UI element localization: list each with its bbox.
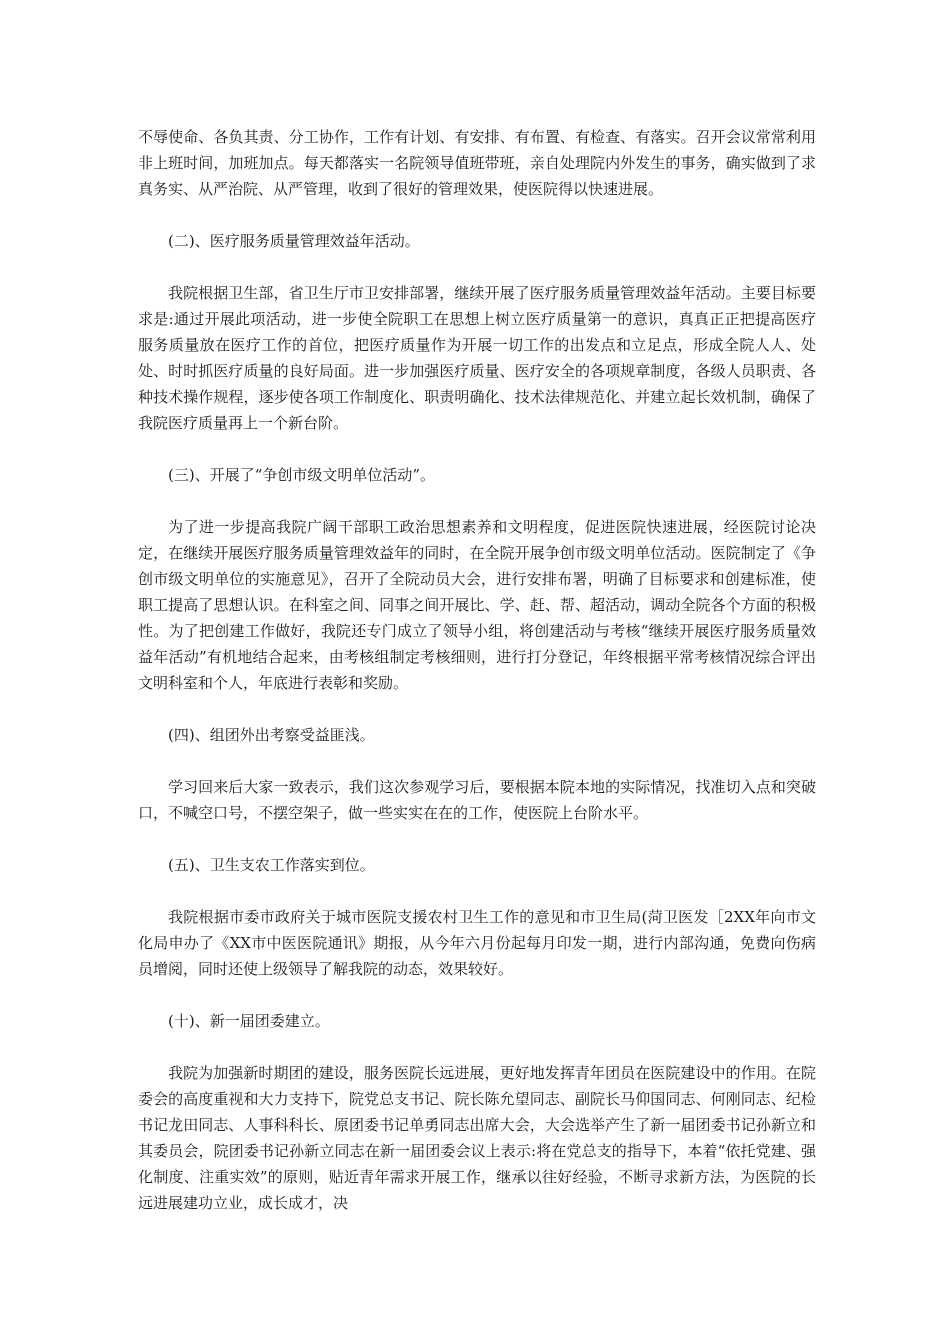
section-heading: (二)、医疗服务质量管理效益年活动。: [168, 232, 420, 250]
body-paragraph: 为了进一步提高我院广阔干部职工政治思想素养和文明程度，促进医院快速进展，经医院讨论决定，在继续开展医疗服务质量管理效益年的同时，在全院开展争创市级文明单位活动。医院制定了《争创市级文明单位的实施意见》，召开了全院动员大会，进行安排布署，明确了目标要求和创建标准，使职工提高了思想认识。在科室之间、同事之间开展比、学、赶、帮、超活动，调动全院各个方面的积极性。为了把创建工作做好，我院还专门成立了领导小组，将创建活动与考核“继续开展医疗服务质量效益年活动”有机地结合起来，由考核组制定考核细则，进行打分登记，年终根据平常考核情况综合评出文明科室和个人，年底进行表彰和奖励。: [138, 518, 816, 692]
document-body: [138, 124, 816, 1216]
body-paragraph: 我院为加强新时期团的建设，服务医院长远进展，更好地发挥青年团员在医院建设中的作用。在院委会的高度重视和大力支持下，院党总支书记、院长陈允望同志、副院长马仰国同志、何刚同志、纪检书记龙田同志、人事科科长、原团委书记单勇同志出席大会，大会选举产生了新一届团委书记孙新立和其委员会，院团委书记孙新立同志在新一届团委会议上表示:将在党总支的指导下，本着“依托党建、强化制度、注重实效”的原则，贴近青年需求开展工作，继承以往好经验，不断寻求新方法，为医院的长远进展建功立业，成长成才，决: [138, 1064, 816, 1212]
section-heading: (三)、开展了“争创市级文明单位活动”。: [168, 466, 436, 484]
body-paragraph: 不辱使命、各负其责、分工协作，工作有计划、有安排、有布置、有检查、有落实。召开会议常常利用非上班时间，加班加点。每天都落实一名院领导值班带班，亲自处理院内外发生的事务，确实做到了求真务实、从严治院、从严管理，收到了很好的管理效果，使医院得以快速进展。: [138, 128, 816, 198]
section-heading: (四)、组团外出考察受益匪浅。: [168, 726, 375, 744]
body-paragraph: 我院根据卫生部，省卫生厅市卫安排部署，继续开展了医疗服务质量管理效益年活动。主要目标要求是:通过开展此项活动，进一步使全院职工在思想上树立医疗质量第一的意识，真真正正把提高医疗服务质量放在医疗工作的首位，把医疗质量作为开展一切工作的出发点和立足点，形成全院人人、处处、时时抓医疗质量的良好局面。进一步加强医疗质量、医疗安全的各项规章制度，各级人员职责、各种技术操作规程，逐步使各项工作制度化、职责明确化、技术法律规范化、并建立起长效机制，确保了我院医疗质量再上一个新台阶。: [138, 284, 816, 432]
body-paragraph: 学习回来后大家一致表示，我们这次参观学习后，要根据本院本地的实际情况，找准切入点和突破口，不喊空口号，不摆空架子，做一些实实在在的工作，使医院上台阶水平。: [138, 778, 816, 822]
body-paragraph: 我院根据市委市政府关于城市医院支援农村卫生工作的意见和市卫生局(菏卫医发［2XX年向市文化局申办了《XX市中医医院通讯》期报，从今年六月份起每月印发一期，进行内部沟通，免费向伤病员增阅，同时还使上级领导了解我院的动态，效果较好。: [138, 908, 816, 978]
section-heading: (十)、新一届团委建立。: [168, 1012, 330, 1030]
section-heading: (五)、卫生支农工作落实到位。: [168, 856, 375, 874]
